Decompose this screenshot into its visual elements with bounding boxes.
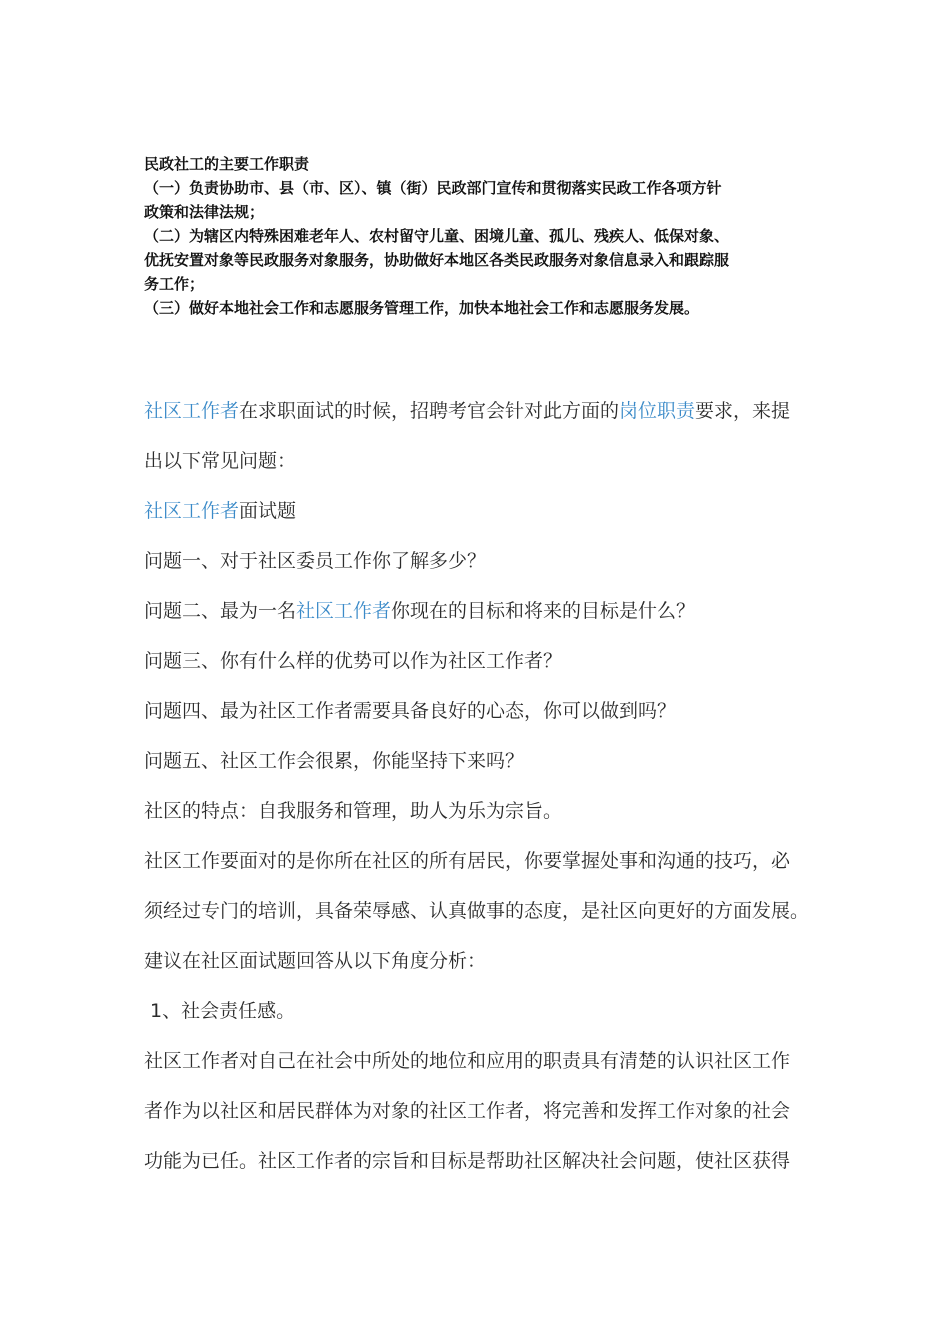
intro-text-1: 在求职面试的时候，招聘考官会针对此方面的 — [239, 400, 620, 422]
job-duties-link[interactable]: 岗位职责 — [619, 400, 696, 422]
question-2-community-worker-link[interactable]: 社区工作者 — [296, 600, 392, 622]
intro-line-1 — [144, 386, 814, 436]
community-features: 社区的特点：自我服务和管理，助人为乐为宗旨。 — [144, 800, 563, 822]
question-4: 问题四、最为社区工作者需要具备良好的心态，你可以做到吗？ — [144, 700, 677, 722]
duty-item-2-line-1: （二）为辖区内特殊困难老年人、农村留守儿童、困境儿童、孤儿、残疾人、低保对象、 — [144, 227, 730, 245]
suggestion-line: 建议在社区面试题回答从以下角度分析： — [144, 950, 487, 972]
duty-item-2-line-3: 务工作； — [144, 275, 205, 293]
question-1: 问题一、对于社区委员工作你了解多少？ — [144, 550, 487, 572]
question-2 — [144, 586, 814, 636]
question-5: 问题五、社区工作会很累，你能坚持下来吗？ — [144, 750, 525, 772]
question-2-suffix: 你现在的目标和将来的目标是什么？ — [391, 600, 696, 622]
heading-text: 面试题 — [239, 500, 297, 522]
interview-heading — [144, 486, 814, 536]
responsibility-line-1: 社区工作者对自己在社会中所处的地位和应用的职责具有清楚的认识社区工作 — [144, 1050, 791, 1072]
intro-text-2: 要求，来提 — [695, 400, 791, 422]
community-work-line-2: 须经过专门的培训，具备荣辱感、认真做事的态度，是社区向更好的方面发展。 — [144, 900, 810, 922]
community-worker-link[interactable]: 社区工作者 — [144, 400, 240, 422]
community-work-line-1: 社区工作要面对的是你所在社区的所有居民，你要掌握处事和沟通的技巧，必 — [144, 850, 791, 872]
duty-item-3: （三）做好本地社会工作和志愿服务管理工作，加快本地社会工作和志愿服务发展。 — [144, 299, 700, 317]
responsibility-line-2: 者作为以社区和居民群体为对象的社区工作者，将完善和发挥工作对象的社会 — [144, 1100, 791, 1122]
civil-affairs-duties-section — [144, 152, 814, 320]
question-3: 问题三、你有什么样的优势可以作为社区工作者？ — [144, 650, 563, 672]
section-title: 民政社工的主要工作职责 — [144, 155, 310, 173]
interview-section — [144, 386, 814, 1186]
duty-item-2-line-2: 优抚安置对象等民政服务对象服务，协助做好本地区各类民政服务对象信息录入和跟踪服 — [144, 251, 730, 269]
duty-item-1-line-2: 政策和法律法规； — [144, 203, 265, 221]
question-2-prefix: 问题二、最为一名 — [144, 600, 297, 622]
point-1-heading: 1、社会责任感。 — [150, 1000, 296, 1022]
responsibility-line-3: 功能为已任。社区工作者的宗旨和目标是帮助社区解决社会问题，使社区获得 — [144, 1150, 791, 1172]
duty-item-1-line-1: （一）负责协助市、县（市、区）、镇（街）民政部门宣传和贯彻落实民政工作各项方针 — [144, 179, 722, 197]
intro-line-2: 出以下常见问题： — [144, 450, 297, 472]
heading-community-worker-link[interactable]: 社区工作者 — [144, 500, 240, 522]
